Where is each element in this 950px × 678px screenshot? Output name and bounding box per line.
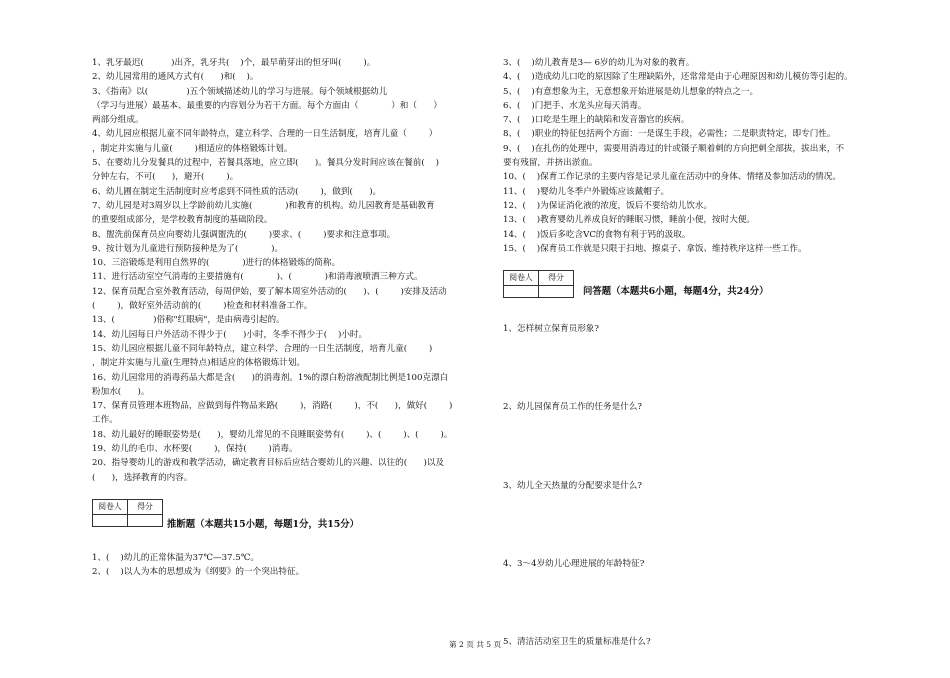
fill-question-line: 16、幼儿园常用的消毒药品大都是含( )的消毒剂。1%的漂白粉溶液配制比例是100克漂白 <box>92 372 449 383</box>
score-label: 得分 <box>128 499 163 514</box>
fill-question-line: 的重要组成部分，是学校教育制度的基础阶段。 <box>92 215 273 226</box>
fill-question-line: 9、按计划为儿童进行预防接种是为了( )。 <box>92 243 284 254</box>
judge-question-line: 要有残留，并挤出淤血。 <box>503 158 598 169</box>
spacer <box>92 485 490 499</box>
page-footer: 第 2 页 共 5 页 <box>448 640 502 649</box>
section-header <box>503 270 898 308</box>
fill-question-line: 6、幼儿圃在制定生活制度时应考虑到不同性质的活动( )，做到( )。 <box>92 186 382 197</box>
spacer <box>503 429 898 443</box>
fill-question-line: ，制定并实施与儿童( )相适应的体格锻炼计划。 <box>92 143 293 154</box>
right-column <box>503 56 898 678</box>
judge-question-line: 15、( )保育员工作就是只限于扫地、擦桌子、拿饭、维持秩序这样一些工作。 <box>503 243 807 254</box>
fill-question-line: 3、《指南》以( )五个领域描述幼儿的学习与进展。每个领域根据幼儿 <box>92 86 388 97</box>
fill-question-line: ，制定并实施与儿童(生理特点)相适应的体格锻炼计划。 <box>92 358 305 369</box>
qa-question-line: 2、幼儿园保育员工作的任务是什么? <box>503 402 642 413</box>
spacer <box>503 350 898 364</box>
fill-question-line: 4、幼儿园应根据儿童不同年龄特点，建立科学、合理的一日生活制度，培育儿童（ ） <box>92 129 438 140</box>
fill-question-line: 分钟左右，不可( )，避开( )。 <box>92 172 239 183</box>
scorer-label: 阅卷人 <box>504 271 539 286</box>
judge-question-line: 2、( )以人为本的思想成为《纲要》的一个突出特征。 <box>92 567 305 578</box>
fill-question-line: 粉加水( )。 <box>92 386 150 397</box>
fill-question-line: 10、三浴锻炼是利用自然界的( )进行的体格锻炼的简称。 <box>92 258 341 269</box>
judge-question-line: 13、( )教育婴幼儿养成良好的睡眠习惯，睡前小便，按时大便。 <box>503 215 756 226</box>
judge-question-line: 7、( )口吃是生理上的缺陷和发音器官的疾病。 <box>503 115 690 126</box>
fill-question-line: （学习与进展）最基本、最重要的内容划分为若干方面。每个方面由（ ）和（ ） <box>92 100 442 111</box>
fill-question-line: 20、指导婴幼儿的游戏和教学活动，确定教育目标后应结合婴幼儿的兴趣、以往的( )以及 <box>92 458 445 469</box>
spacer <box>503 256 898 270</box>
spacer <box>503 599 898 635</box>
judge-question-line: 12、( )为保证消化液的浓度，饭后不要给幼儿饮水。 <box>503 200 713 211</box>
scorer-label: 阅卷人 <box>93 499 128 514</box>
spacer <box>503 493 898 507</box>
fill-question-line: 15、幼儿园应根据儿童不同年龄特点，建立科学、合理的一日生活制度，培育儿童( ) <box>92 343 433 354</box>
judge-question-line: 10、( )保育工作记录的主要内容是记录儿童在活动中的身体、情绪及参加活动的情况。 <box>503 172 841 183</box>
section-title: 推断题（本题共15小题，每题1分，共15分） <box>167 518 359 530</box>
judge-question-line: 4、( )造成幼儿口吃的原因除了生理缺陷外，还常常是由于心理原因和幼儿模仿等引起的。 <box>503 72 853 83</box>
spacer <box>503 585 898 599</box>
qa-question-line: 1、怎样树立保育员形象? <box>503 324 600 335</box>
fill-question-line: ( )，做好室外活动前的( )检查和材料准备工作。 <box>92 301 313 312</box>
spacer <box>503 521 898 557</box>
scorer-cell <box>93 515 128 527</box>
fill-question-line: 两部分组成。 <box>92 115 144 126</box>
judge-question-line: 1、( )幼儿的正常体温为37℃—37.5℃。 <box>92 552 259 563</box>
spacer <box>503 507 898 521</box>
judge-question-line: 3、( )幼儿教育是3— 6岁的幼儿为对象的教育。 <box>503 58 695 68</box>
fill-question-line: 18、幼儿最好的睡眠姿势是( )，婴幼儿常见的不良睡眠姿势有( )、( )、( )。 <box>92 429 453 440</box>
judge-question-line: 9、( )在扎伤的处理中，需要用消毒过的针或镊子顺着刺的方向把刺全部拔，拔出来，不 <box>503 143 845 154</box>
fill-question-line: 12、保育员配合室外教育活动，每周伊始，要了解本周室外活动的( )、( )安排及活动 <box>92 286 447 297</box>
judge-question-line: 6、( )门把手、水龙头应每天消毒。 <box>503 100 647 111</box>
left-column <box>92 56 490 580</box>
qa-question-line: 3、幼儿全天热量的分配要求是什么? <box>503 480 642 491</box>
fill-question-line: 5、在婴幼儿分发餐具的过程中，若餐具落地，应立即( )。餐具分发时间应该在餐前( ) <box>92 158 439 169</box>
spacer <box>503 415 898 429</box>
fill-question-line: 7、幼儿园是对3周岁以上学龄前幼儿实施( )和教育的机构。幼儿园教育是基础教育 <box>92 200 435 211</box>
judge-question-line: 5、( )有意想象为主，无意想象开始进展是幼儿想象的特点之一。 <box>503 86 759 97</box>
spacer <box>503 336 898 350</box>
spacer <box>503 364 898 400</box>
score-cell <box>539 286 574 298</box>
section-title: 问答题（本题共6小题，每题4分，共24分） <box>583 286 769 298</box>
spacer <box>92 537 490 551</box>
spacer <box>503 443 898 479</box>
fill-question-line: 2、幼儿园常用的通风方式有( )和( )。 <box>92 72 259 83</box>
judge-question-line: 11、( )婴幼儿冬季户外锻炼应该戴帽子。 <box>503 186 670 197</box>
judge-question-line: 8、( )职业的特征包括两个方面：一是谋生手段，必需性；二是职责特定，即专门性。 <box>503 129 836 140</box>
score-box <box>503 270 574 298</box>
qa-question-line: 5、清洁活动室卫生的质量标准是什么? <box>503 637 651 648</box>
fill-question-line: ( )，选择教育的内容。 <box>92 472 193 483</box>
qa-question-line: 4、3～4岁幼儿心理进展的年龄特征? <box>503 559 645 570</box>
spacer <box>503 308 898 322</box>
fill-question-line: 工作。 <box>92 415 118 426</box>
fill-question-line: 14、幼儿园每日户外活动不得少于( )小时，冬季不得少于( )小时。 <box>92 329 368 340</box>
spacer <box>503 571 898 585</box>
fill-question-line: 11、进行活动室空气消毒的主要措施有( )、( )和消毒液喷洒三种方式。 <box>92 272 423 283</box>
spacer <box>503 650 898 664</box>
section-header <box>92 499 490 537</box>
fill-question-line: 19、幼儿的毛巾、水杯要( )，保持( )消毒。 <box>92 444 298 455</box>
score-cell <box>128 515 163 527</box>
score-box <box>92 499 163 527</box>
score-label: 得分 <box>539 271 574 286</box>
fill-question-line: 8、盥洗前保育员应向婴幼儿强调盥洗的( )要求、( )要求和注意事项。 <box>92 229 396 240</box>
judge-question-line: 14、( )饭后多吃含VC的食物有利于钙的汲取。 <box>503 229 691 240</box>
scorer-cell <box>504 286 539 298</box>
fill-question-line: 1、乳牙最迟( )出齐，乳牙共( )个，最早萌芽出的恒牙叫( )。 <box>92 58 376 68</box>
fill-question-line: 17、保育员管理本班物品，应做到每件物品来路( )，消路( )，不( )，做好( ) <box>92 401 453 412</box>
fill-question-line: 13、( )俗称"红眼病"，是由病毒引起的。 <box>92 315 285 326</box>
